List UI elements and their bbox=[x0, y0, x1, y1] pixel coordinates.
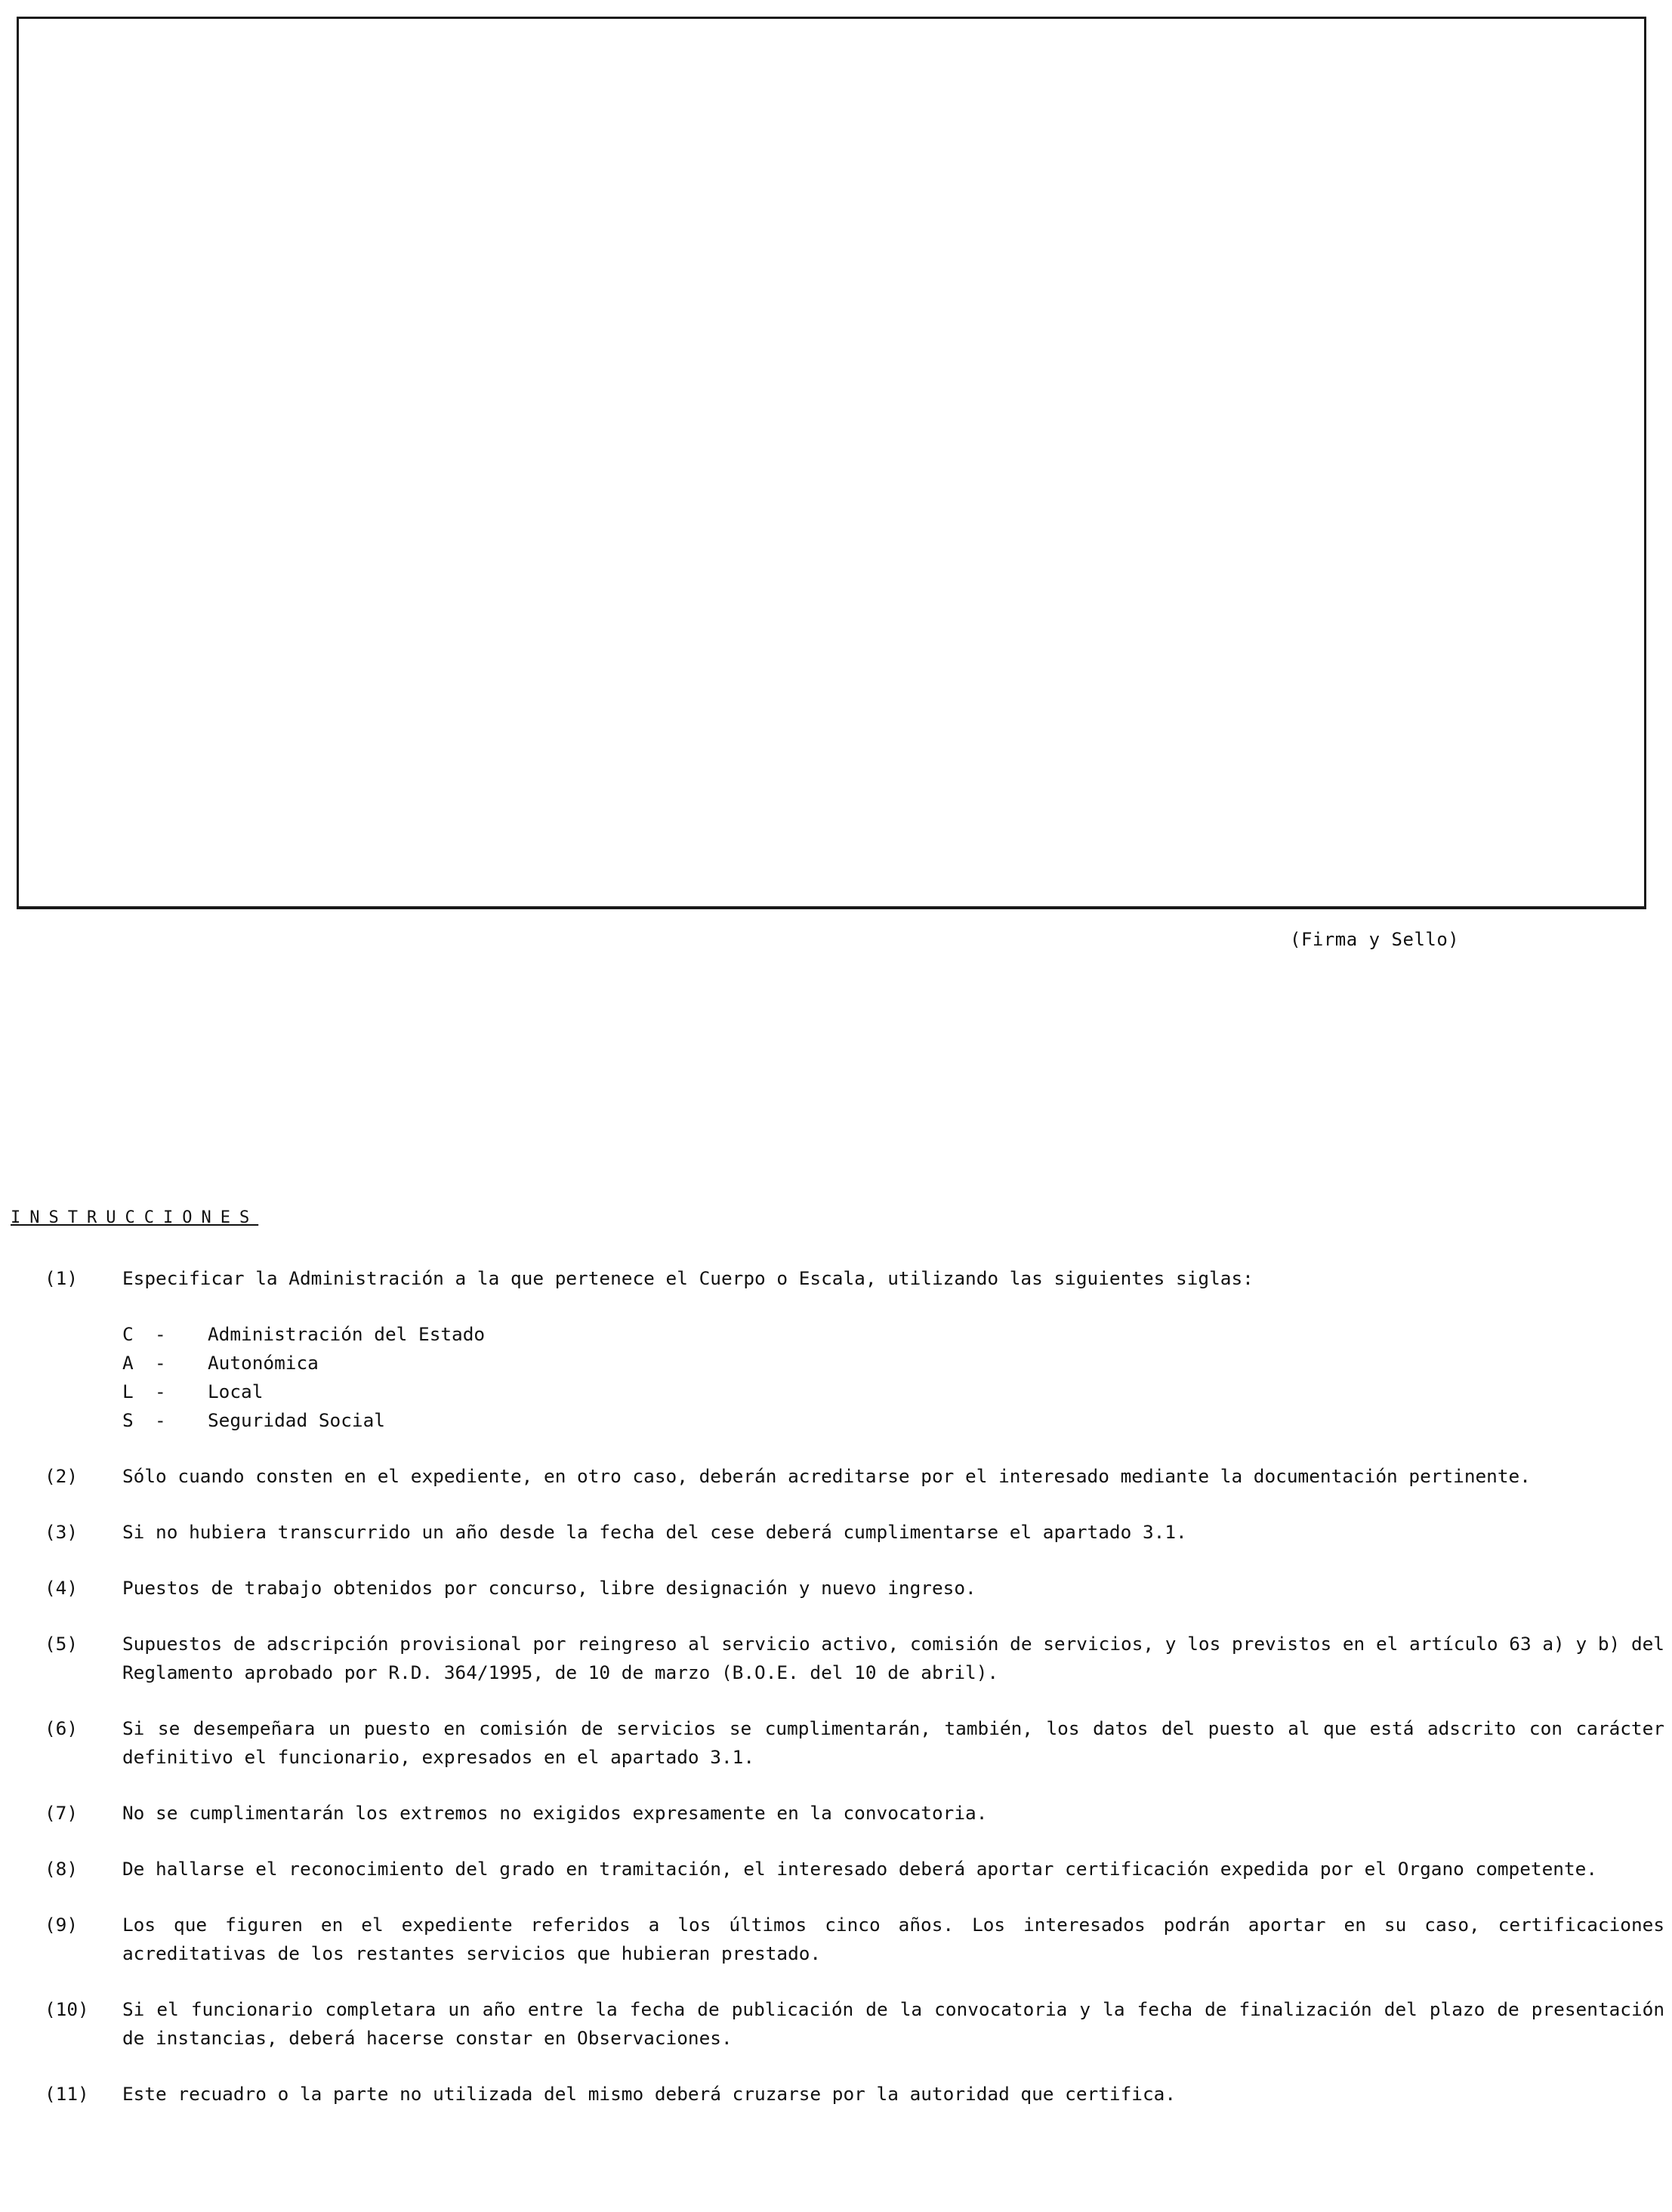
instruction-item bbox=[11, 1799, 1664, 1828]
sigla-list bbox=[122, 1320, 1664, 1435]
instruction-text: Si no hubiera transcurrido un año desde la fecha del cese deberá cumplimentarse el apartado 3.1. bbox=[122, 1521, 1187, 1543]
instruction-item bbox=[11, 1462, 1664, 1491]
instruction-text: Especificar la Administración a la que pertenece el Cuerpo o Escala, utilizando las siguientes siglas: bbox=[122, 1267, 1254, 1289]
instruction-number: (7) bbox=[45, 1802, 79, 1824]
instruction-number: (6) bbox=[45, 1717, 79, 1739]
instruction-number: (8) bbox=[45, 1858, 79, 1880]
sigla-row bbox=[122, 1320, 1664, 1349]
instruction-item bbox=[11, 2080, 1664, 2109]
instruction-text: Si el funcionario completara un año entre la fecha de publicación de la convocatoria y la fecha de finalización del plazo de presentación de instancias, deberá hacerse constar en Observaciones. bbox=[122, 1998, 1664, 2049]
instruction-number: (2) bbox=[45, 1465, 79, 1487]
instruction-text: Puestos de trabajo obtenidos por concurso, libre designación y nuevo ingreso. bbox=[122, 1577, 976, 1599]
sigla-dash: - bbox=[155, 1381, 166, 1402]
instruction-item bbox=[11, 1630, 1664, 1687]
instruction-text: Este recuadro o la parte no utilizada del mismo deberá cruzarse por la autoridad que certifica. bbox=[122, 2083, 1177, 2105]
instruction-number: (1) bbox=[45, 1267, 79, 1289]
instruction-text: De hallarse el reconocimiento del grado en tramitación, el interesado deberá aportar certificación expedida por el Organo competente. bbox=[122, 1858, 1598, 1880]
instruction-text: Supuestos de adscripción provisional por reingreso al servicio activo, comisión de servicios, y los previstos en el artículo 63 a) y b) del Reglamento aprobado por R.D. 364/1995, de 10 de marzo (B.O.E. del 10 de abril). bbox=[122, 1633, 1664, 1683]
instruction-number: (9) bbox=[45, 1914, 79, 1936]
instruction-item bbox=[11, 1855, 1664, 1883]
sigla-dash: - bbox=[155, 1352, 166, 1374]
instruction-text: Sólo cuando consten en el expediente, en otro caso, deberán acreditarse por el interesado mediante la documentación pertinente. bbox=[122, 1465, 1531, 1487]
signature-caption: (Firma y Sello) bbox=[1290, 929, 1460, 950]
instruction-item bbox=[11, 1264, 1664, 1435]
sigla-row bbox=[122, 1349, 1664, 1377]
instruction-item bbox=[11, 1995, 1664, 2053]
instruction-number: (5) bbox=[45, 1633, 79, 1655]
instructions-title: INSTRUCCIONES bbox=[11, 1208, 259, 1227]
instruction-item bbox=[11, 1911, 1664, 1968]
instruction-number: (11) bbox=[45, 2083, 89, 2105]
sigla-label: Local bbox=[208, 1381, 264, 1402]
instruction-body bbox=[122, 1264, 1664, 1435]
instruction-text: Si se desempeñara un puesto en comisión de servicios se cumplimentarán, también, los datos del puesto al que está adscrito con carácter definitivo el funcionario, expresados en el apartado 3.1. bbox=[122, 1717, 1664, 1768]
sigla-code: L bbox=[122, 1381, 134, 1402]
sigla-code: S bbox=[122, 1409, 134, 1431]
instruction-number: (3) bbox=[45, 1521, 79, 1543]
sigla-label: Seguridad Social bbox=[208, 1409, 385, 1431]
sigla-dash: - bbox=[155, 1323, 166, 1345]
sigla-code: C bbox=[122, 1323, 134, 1345]
instruction-number: (10) bbox=[45, 1998, 89, 2020]
instruction-number: (4) bbox=[45, 1577, 79, 1599]
instruction-text: Los que figuren en el expediente referidos a los últimos cinco años. Los interesados podrán aportar en su caso, certificaciones acreditativas de los restantes servicios que hubieran prestado. bbox=[122, 1914, 1664, 1964]
signature-box bbox=[17, 17, 1646, 909]
sigla-row bbox=[122, 1406, 1664, 1435]
sigla-dash: - bbox=[155, 1409, 166, 1431]
sigla-row bbox=[122, 1377, 1664, 1406]
instructions-list bbox=[11, 1264, 1664, 2136]
sigla-code: A bbox=[122, 1352, 134, 1374]
sigla-label: Administración del Estado bbox=[208, 1323, 486, 1345]
instruction-item bbox=[11, 1714, 1664, 1772]
instruction-text: No se cumplimentarán los extremos no exigidos expresamente en la convocatoria. bbox=[122, 1802, 988, 1824]
instruction-item bbox=[11, 1518, 1664, 1547]
instruction-item bbox=[11, 1574, 1664, 1603]
sigla-label: Autonómica bbox=[208, 1352, 319, 1374]
